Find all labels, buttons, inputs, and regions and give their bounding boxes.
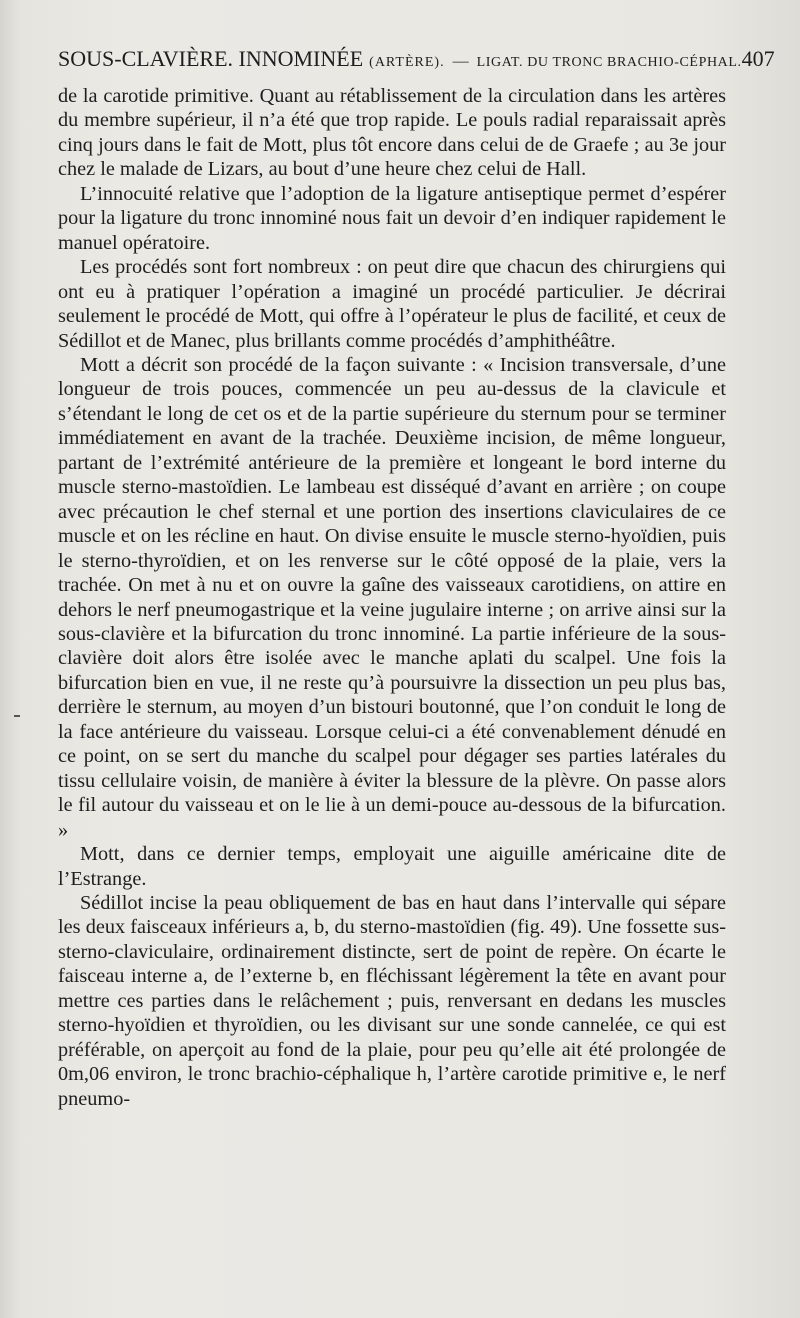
paragraph-4: Mott a décrit son procédé de la façon suivante : « Incision transversale, d’une longueur de trois pouces, commencée un peu au-dessus de la clavicule et s’étendant le long de cet os et de la partie supérieure du sternum pour se terminer immédiatement en avant de la trachée. Deuxième incision, de même longueur, partant de l’extrémité antérieure de la première et longeant le bord interne du muscle sterno-mastoïdien. Le lambeau est disséqué d’avant en arrière ; on coupe avec précaution le chef sternal et une portion des insertions claviculaires de ce muscle et on les récline en haut. On divise ensuite le muscle sterno-hyoïdien, puis le sterno-thyroïdien, et on les renverse sur le côté opposé de la plaie, vers la trachée. On met à nu et on ouvre la gaîne des vaisseaux carotidiens, on attire en dehors le nerf pneumogastrique et la veine jugulaire interne ; on arrive ainsi sur la sous-clavière et la bifurcation du tronc innominé. La partie inférieure de la sous-clavière doit alors être isolée avec le manche aplati du scalpel. Une fois la bifurcation bien en vue, il ne reste qu’à poursuivre la dissection un peu plus bas, derrière le sternum, au moyen d’un bistouri boutonné, que l’on conduit le long de la face antérieure du vaisseau. Lorsque celui-ci a été convenablement dénudé en ce point, on se sert du manche du scalpel pour dégager ses parties latérales du tissu cellulaire voisin, de manière à éviter la blessure de la plèvre. On passe alors le fil autour du vaisseau et on le lie à un demi-pouce au-dessous de la bifurcation. »	[58, 353, 726, 841]
paragraph-3: Les procédés sont fort nombreux : on peut dire que chacun des chirurgiens qui ont eu à pratiquer l’opération a imaginé un procédé particulier. Je décrirai seulement le procédé de Mott, qui offre à l’opérateur le plus de facilité, et ceux de Sédillot et de Manec, plus brillants comme procédés d’amphithéâtre.	[58, 256, 726, 352]
body-text	[58, 84, 726, 1111]
margin-mark	[14, 715, 20, 717]
running-header	[58, 46, 775, 76]
header-ligature-title: LIGAT. DU TRONC BRACHIO-CÉPHAL.	[476, 55, 742, 70]
paragraph-2: L’innocuité relative que l’adoption de la ligature antiseptique permet d’espérer pour la ligature du tronc innominé nous fait un devoir d’en indiquer rapidement le manuel opératoire.	[58, 182, 726, 254]
page-number: 407	[741, 46, 775, 71]
paragraph-5: Mott, dans ce dernier temps, employait une aiguille américaine dite de l’Estrange.	[58, 843, 726, 890]
paragraph-6: Sédillot incise la peau obliquement de bas en haut dans l’intervalle qui sépare les deux faisceaux inférieurs a, b, du sterno-mastoïdien (fig. 49). Une fossette sus-sterno-claviculaire, ordinairement distincte, sert de point de repère. On écarte le faisceau interne a, de l’externe b, en fléchissant légèrement la tête en avant pour mettre ces parties dans le relâchement ; puis, renversant en dedans les muscles sterno-hyoïdien et thyroïdien, ou les divisant sur une sonde cannelée, ce qui est préférable, on aperçoit au fond de la plaie, pour peu qu’elle ait été prolongée de 0m,06 environ, le tronc brachio-céphalique h, l’artère carotide primitive e, le nerf pneumo-	[58, 891, 726, 1110]
header-separator: —	[452, 53, 469, 70]
header-subtitle: (ARTÈRE).	[369, 55, 445, 70]
paragraph-1: de la carotide primitive. Quant au rétablissement de la circulation dans les artères du membre supérieur, il n’a été que trop rapide. Le pouls radial reparaissait après cinq jours dans le fait de Mott, plus tôt encore dans celui de de Graefe ; au 3e jour chez le malade de Lizars, au bout d’une heure chez celui de Hall.	[58, 85, 726, 181]
header-title: SOUS-CLAVIÈRE. INNOMINÉE	[58, 46, 364, 71]
